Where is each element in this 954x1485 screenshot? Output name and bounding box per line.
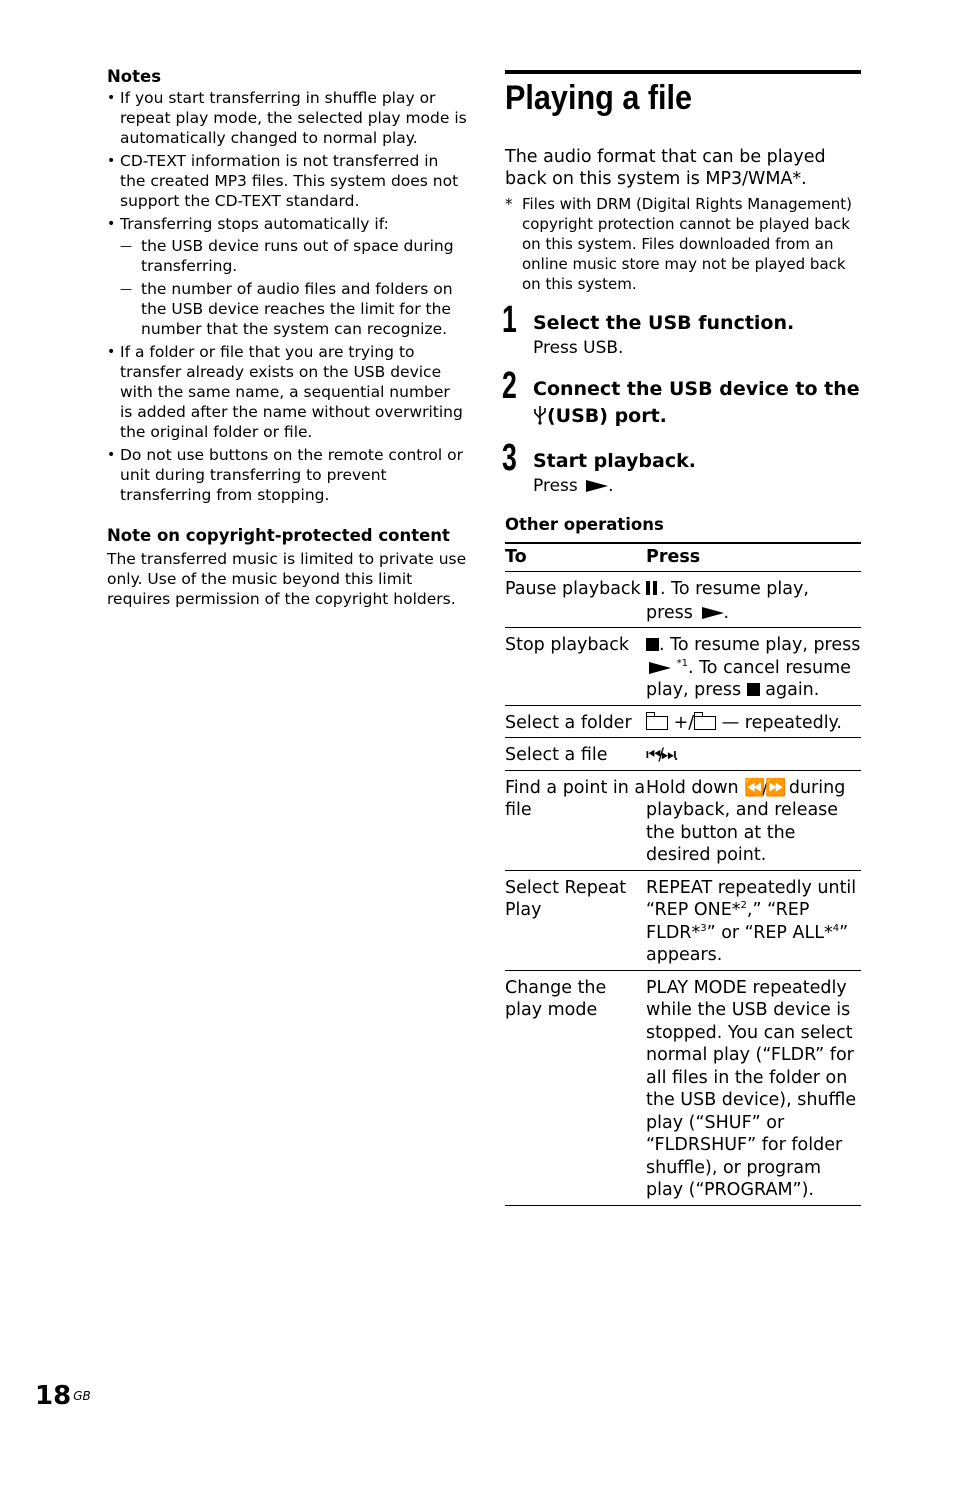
- cell-to: Select Repeat Play: [505, 870, 646, 970]
- column-header-press: Press: [646, 543, 861, 572]
- copyright-title: Note on copyright-protected content: [107, 526, 450, 545]
- copyright-text: The transferred music is limited to private use only. Use of the music beyond this limit requires permission of the copyright holders.: [107, 550, 467, 608]
- table-row: [505, 870, 861, 970]
- cell-to: Stop playback: [505, 628, 646, 706]
- step-title: Connect the USB device to the (USB) port.: [533, 378, 860, 427]
- stop-icon: [646, 638, 659, 651]
- table-row: [505, 705, 861, 738]
- right-column: [502, 70, 861, 1206]
- cell-press: . To resume play, press .: [646, 572, 861, 628]
- step-2: [502, 365, 861, 430]
- rewind-forward-icon: ⏪/⏩: [744, 777, 784, 798]
- column-header-to: To: [505, 543, 646, 572]
- table-row: [505, 628, 861, 706]
- pause-icon: [646, 579, 660, 602]
- step-number: 3: [502, 437, 517, 479]
- other-operations-title: Other operations: [505, 515, 664, 534]
- footnote-mark: *: [505, 195, 513, 213]
- intro-text: The audio format that can be played back on this system is MP3/WMA*.: [505, 147, 826, 189]
- cell-press: ⏮/⏭.: [646, 738, 861, 771]
- step-text: Press USB.: [533, 338, 624, 358]
- table-row: [505, 738, 861, 771]
- note-item: • Transferring stops automatically if: — the USB device runs out of space during transferring. — the number of audio files and folders on the USB device reaches the limit for the number that the system can recognize.: [107, 214, 467, 339]
- title-rule: [505, 70, 861, 74]
- cell-press: PLAY MODE repeatedly while the USB device is stopped. You can select normal play (“FLDR” for all files in the folder on the USB device), shuffle play (“SHUF” or “FLDRSHUF” for folder shuffle), or program play (“PROGRAM”).: [646, 970, 861, 1205]
- folder-icon: [694, 716, 716, 730]
- page-title: Playing a file: [505, 79, 693, 117]
- cell-to: Select a folder: [505, 705, 646, 738]
- step-1: [502, 299, 861, 359]
- footnote: [505, 194, 861, 294]
- play-icon: [702, 607, 724, 619]
- sub-note-item: — the USB device runs out of space during transferring.: [120, 236, 467, 276]
- cell-to: Select a file: [505, 738, 646, 771]
- note-item: • If a folder or file that you are trying to transfer already exists on the USB device with the same name, a sequential number is added after the name without overwriting the original folder or file.: [107, 342, 467, 442]
- step-number: 2: [502, 365, 517, 407]
- step-number: 1: [502, 299, 517, 341]
- footnote-text: Files with DRM (Digital Rights Management) copyright protection cannot be played back on this system. Files downloaded from an online music store may not be played back on this system.: [522, 195, 852, 293]
- page-number: 18 $^{GB}$: [35, 1381, 91, 1411]
- note-item: • Do not use buttons on the remote control or unit during transferring to prevent transferring from stopping.: [107, 445, 467, 505]
- step-3: [502, 437, 861, 497]
- note-item: • If you start transferring in shuffle play or repeat play mode, the selected play mode is automatically changed to normal play.: [107, 88, 467, 148]
- cell-press: . To resume play, press $^{*1}$. To cancel resume play, press again.: [646, 628, 861, 706]
- cell-press: Hold down ⏪/⏩ during playback, and release the button at the desired point.: [646, 770, 861, 870]
- sub-notes-list: [120, 236, 467, 339]
- operations-table: [505, 542, 861, 1206]
- folder-icon: [646, 716, 668, 730]
- notes-list: [107, 88, 467, 505]
- cell-to: Change the play mode: [505, 970, 646, 1205]
- cell-to: Find a point in a file: [505, 770, 646, 870]
- step-text: Press .: [533, 476, 614, 496]
- table-row: [505, 572, 861, 628]
- cell-press: REPEAT repeatedly until “REP ONE*$^2$,” “REP FLDR*$^3$” or “REP ALL*$^4$” appears.: [646, 870, 861, 970]
- play-icon: [586, 480, 608, 492]
- step-title: Select the USB function.: [533, 312, 795, 334]
- table-row: [505, 770, 861, 870]
- note-item: • CD-TEXT information is not transferred in the created MP3 files. This system does not support the CD-TEXT standard.: [107, 151, 467, 211]
- table-header-row: [505, 543, 861, 572]
- prev-next-icon: ⏮/⏭: [646, 745, 674, 765]
- sub-note-item: — the number of audio files and folders on the USB device reaches the limit for the number that the system can recognize.: [120, 279, 467, 339]
- cell-to: Pause playback: [505, 572, 646, 628]
- play-icon: [649, 662, 671, 674]
- step-title: Start playback.: [533, 450, 696, 472]
- notes-title: Notes: [107, 67, 162, 86]
- stop-icon: [747, 683, 760, 696]
- left-column: [107, 66, 467, 609]
- cell-press: +/ — repeatedly.: [646, 705, 861, 738]
- table-row: [505, 970, 861, 1205]
- usb-icon: [533, 405, 547, 425]
